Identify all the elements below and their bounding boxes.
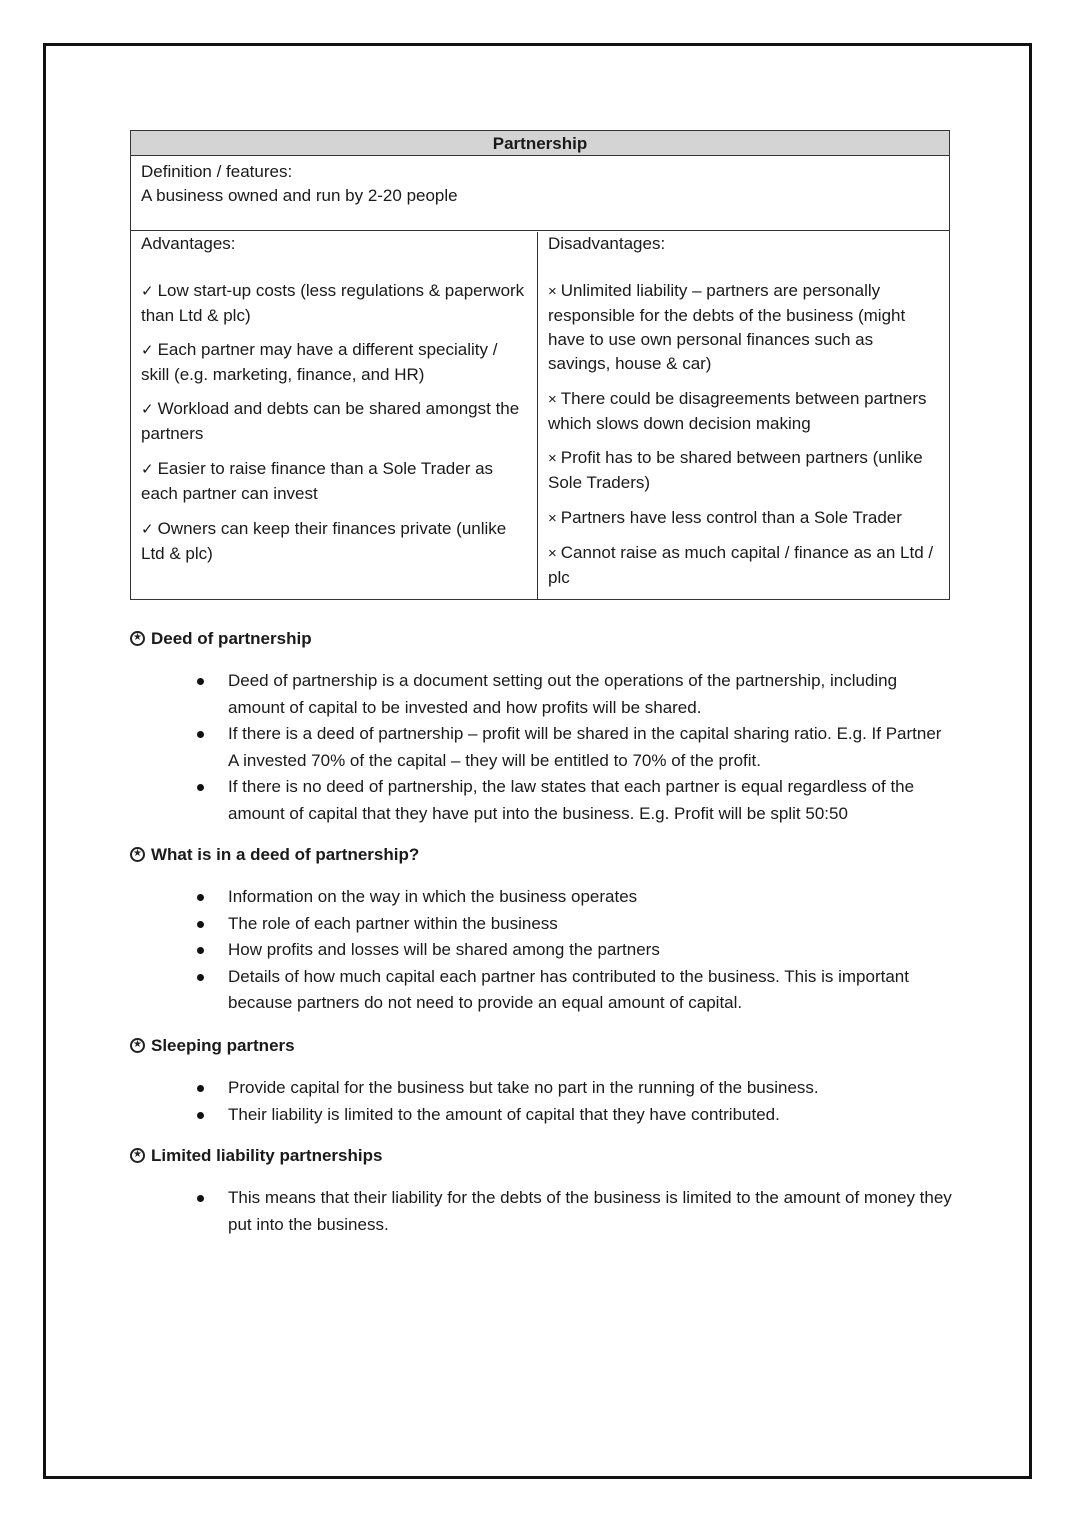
list-item: If there is a deed of partnership – profit will be shared in the capital sharing ratio. E.g. If Partner A invested 70% of the capital – they will be entitled to 70% of the profit.	[194, 721, 954, 774]
section-title-llp: ★Limited liability partnerships	[130, 1145, 382, 1167]
section-title-deed: ★Deed of partnership	[130, 628, 312, 650]
advantage-item: ✓ Each partner may have a different speciality / skill (e.g. marketing, finance, and HR)	[141, 340, 498, 384]
star-circle-icon	[130, 1038, 145, 1053]
list-item: Deed of partnership is a document setting out the operations of the partnership, including amount of capital to be invested and how profits will be shared.	[194, 668, 954, 721]
disadvantage-item: × There could be disagreements between partners which slows down decision making	[548, 389, 927, 433]
advantage-item: ✓ Workload and debts can be shared amongst the partners	[141, 399, 520, 443]
cross-icon: ×	[548, 450, 557, 467]
advantage-item: ✓ Easier to raise finance than a Sole Trader as each partner can invest	[141, 459, 494, 503]
check-icon: ✓	[141, 342, 154, 359]
disadvantage-item: × Profit has to be shared between partners (unlike Sole Traders)	[548, 448, 923, 492]
disadvantage-item: × Cannot raise as much capital / finance as an Ltd / plc	[548, 543, 934, 587]
disadvantages-label: Disadvantages:	[548, 234, 666, 253]
cross-icon: ×	[548, 283, 557, 300]
list-item: The role of each partner within the business	[194, 911, 954, 938]
bullet-list-llp	[194, 1185, 954, 1238]
definition-label: Definition / features:	[141, 162, 293, 181]
star-circle-icon	[130, 1148, 145, 1163]
disadvantage-item: × Partners have less control than a Sole Trader	[548, 508, 902, 527]
check-icon: ✓	[141, 401, 154, 418]
list-item: Provide capital for the business but take no part in the running of the business.	[194, 1075, 954, 1102]
cross-icon: ×	[548, 545, 557, 562]
cross-icon: ×	[548, 391, 557, 408]
bullet-list-deed	[194, 668, 954, 827]
definition-text: A business owned and run by 2-20 people	[141, 186, 458, 205]
advantage-item: ✓ Owners can keep their finances private (unlike Ltd & plc)	[141, 519, 507, 563]
check-icon: ✓	[141, 521, 154, 538]
bullet-list-sleeping-partners	[194, 1075, 954, 1128]
partnership-table	[130, 130, 950, 600]
disadvantage-item: × Unlimited liability – partners are personally responsible for the debts of the business (might have to use own personal finances such as savings, house & car)	[548, 281, 906, 373]
disadvantages-column	[538, 232, 949, 599]
list-item: Details of how much capital each partner has contributed to the business. This is important because partners do not need to provide an equal amount of capital.	[194, 964, 954, 1017]
section-title-sleeping-partners: ★Sleeping partners	[130, 1035, 295, 1057]
star-circle-icon	[130, 631, 145, 646]
advantages-label: Advantages:	[141, 234, 236, 253]
cross-icon: ×	[548, 510, 557, 527]
check-icon: ✓	[141, 461, 154, 478]
list-item: Their liability is limited to the amount of capital that they have contributed.	[194, 1102, 954, 1129]
list-item: Information on the way in which the business operates	[194, 884, 954, 911]
definition-cell	[131, 156, 949, 231]
advantage-item: ✓ Low start-up costs (less regulations & paperwork than Ltd & plc)	[141, 281, 525, 325]
list-item: If there is no deed of partnership, the law states that each partner is equal regardless of the amount of capital that they have put into the business. E.g. Profit will be split 50:50	[194, 774, 954, 827]
star-circle-icon	[130, 847, 145, 862]
section-title-deed-contents: ★What is in a deed of partnership?	[130, 844, 419, 866]
bullet-list-deed-contents	[194, 884, 954, 1017]
table-title: Partnership	[131, 131, 949, 156]
check-icon: ✓	[141, 283, 154, 300]
list-item: This means that their liability for the debts of the business is limited to the amount of money they put into the business.	[194, 1185, 954, 1238]
advantages-column	[131, 232, 538, 599]
list-item: How profits and losses will be shared among the partners	[194, 937, 954, 964]
